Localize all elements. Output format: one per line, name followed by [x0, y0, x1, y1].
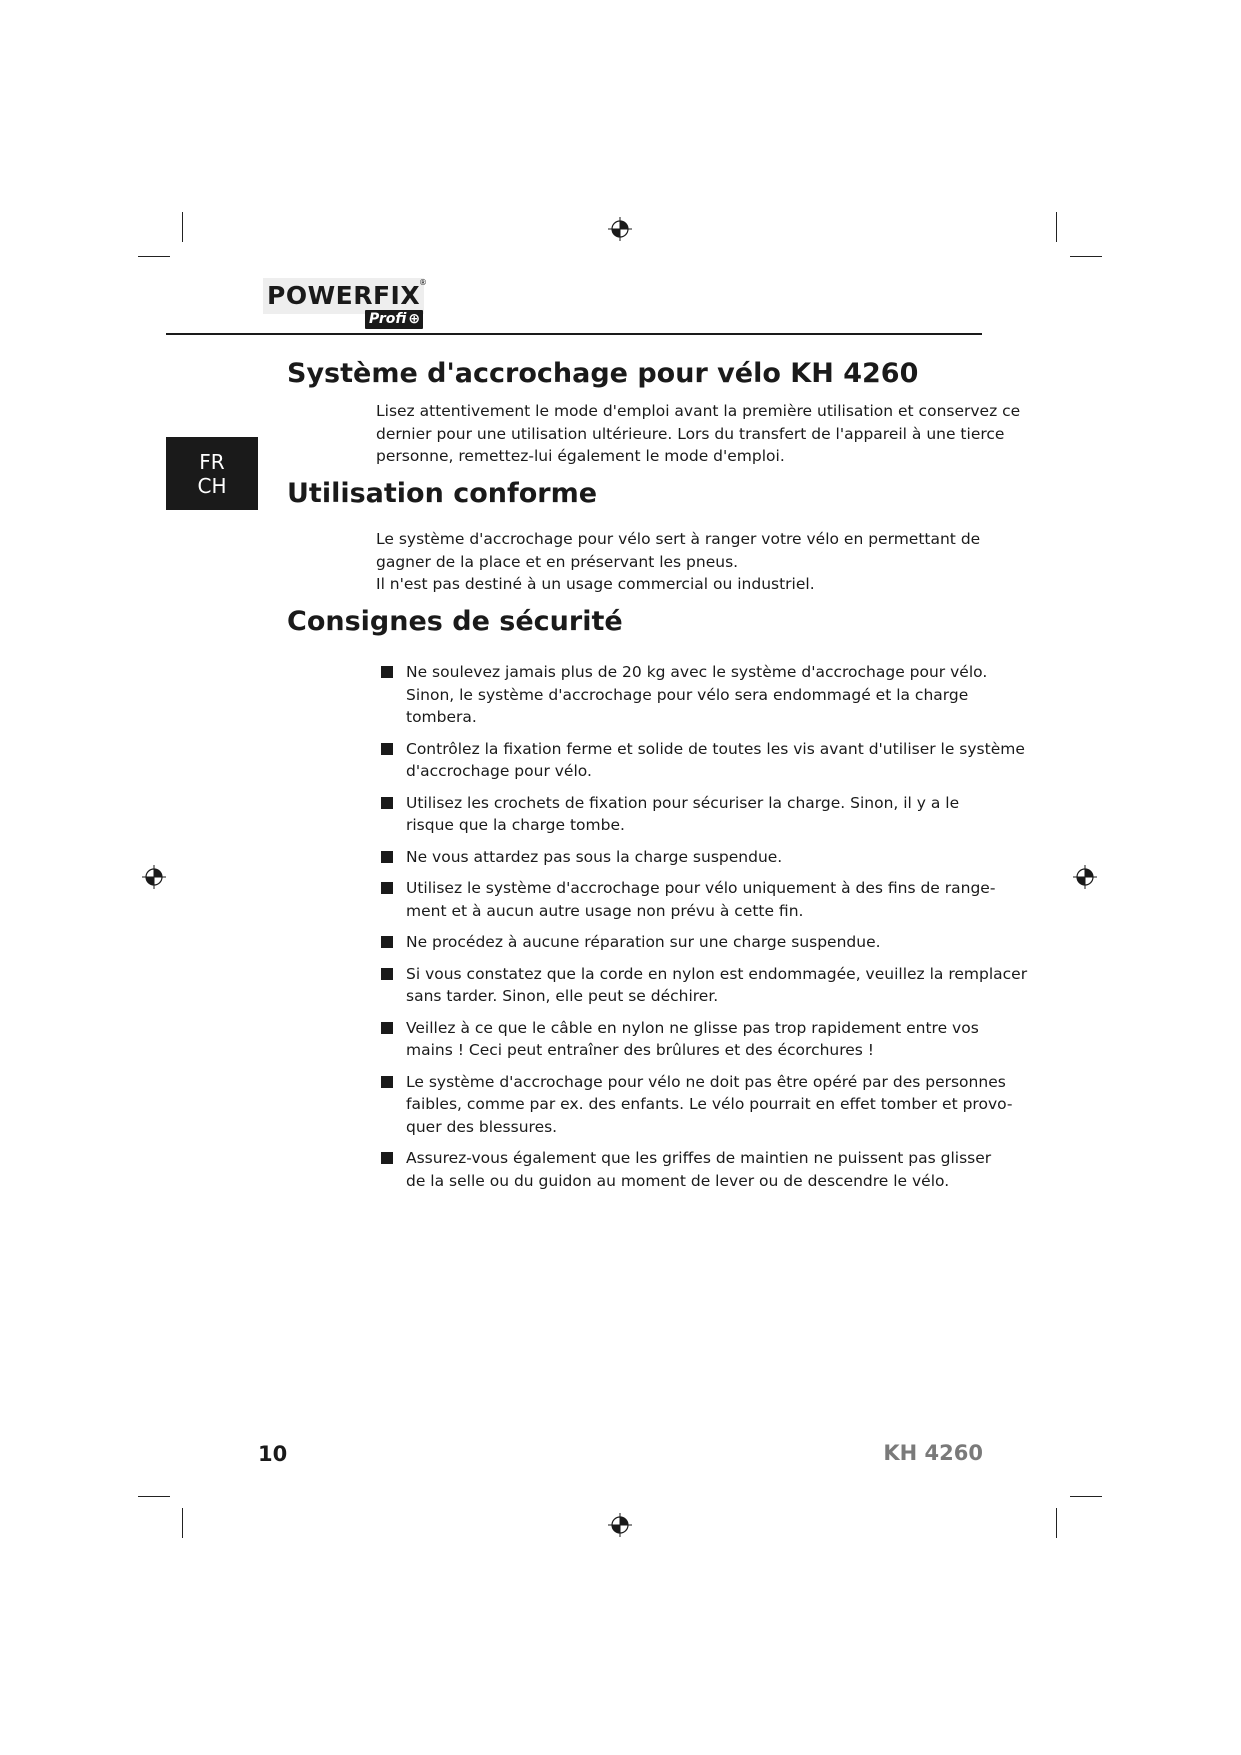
list-item	[380, 1147, 992, 1192]
text-line: Contrôlez la fixation ferme et solide de toutes les vis avant d'utiliser le système	[406, 739, 1025, 758]
registration-mark-icon	[607, 216, 633, 242]
text-line: Veillez à ce que le câble en nylon ne glisse pas trop rapidement entre vos	[406, 1018, 979, 1037]
brand-logo	[263, 278, 433, 330]
text-line: Si vous constatez que la corde en nylon est endommagée, veuillez la remplacer	[406, 964, 1028, 983]
text-line: tombera.	[406, 708, 477, 726]
text-line: faibles, comme par ex. des enfants. Le vélo pourrait en effet tomber et provo-	[406, 1095, 1013, 1113]
registration-mark-icon	[607, 1512, 633, 1538]
text-line: Utilisez le système d'accrochage pour vélo uniquement à des fins de range-	[406, 879, 996, 897]
text-line: Lisez attentivement le mode d'emploi avant la première utilisation et conservez ce	[376, 402, 1021, 420]
section-heading-intended-use: Utilisation conforme	[287, 478, 598, 509]
list-item	[380, 931, 980, 954]
list-item	[380, 1017, 980, 1062]
text-line: dernier pour une utilisation ultérieure. Lors du transfert de l'appareil à une tierce	[376, 424, 1005, 443]
crop-mark	[182, 1508, 183, 1538]
list-item	[380, 877, 996, 922]
text-line: d'accrochage pour vélo.	[406, 762, 592, 780]
bullet-square-icon	[381, 968, 393, 980]
bullet-square-icon	[381, 1022, 393, 1034]
text-line: sans tarder. Sinon, elle peut se déchirer.	[406, 987, 719, 1005]
list-item	[380, 1071, 1013, 1139]
text-line: risque que la charge tombe.	[406, 816, 625, 834]
list-item	[380, 963, 1028, 1008]
crop-mark	[138, 1496, 170, 1497]
bullet-square-icon	[381, 666, 393, 678]
list-item	[380, 738, 1025, 783]
text-line: Ne soulevez jamais plus de 20 kg avec le système d'accrochage pour vélo.	[406, 663, 988, 681]
footer-model: KH 4260	[883, 1441, 983, 1465]
text-line: Ne procédez à aucune réparation sur une charge suspendue.	[406, 933, 881, 951]
crop-mark	[1056, 212, 1057, 242]
text-line: quer des blessures.	[406, 1117, 558, 1136]
logo-brand-text: POWERFIX	[263, 278, 424, 314]
list-item	[380, 792, 980, 837]
text-line: Ne vous attardez pas sous la charge suspendue.	[406, 847, 783, 866]
text-line: Il n'est pas destiné à un usage commercial ou industriel.	[376, 575, 815, 593]
text-line: Utilisez les crochets de fixation pour sécuriser la charge. Sinon, il y a le	[406, 793, 960, 812]
logo-sub-badge	[365, 310, 423, 329]
logo-sub-text: Profi	[369, 311, 407, 327]
safety-list	[380, 661, 1028, 1201]
crop-mark	[1070, 256, 1102, 257]
page-title: Système d'accrochage pour vélo KH 4260	[287, 358, 919, 389]
bullet-square-icon	[381, 1076, 393, 1088]
text-line: Le système d'accrochage pour vélo ne doit pas être opéré par des personnes	[406, 1072, 1006, 1091]
crop-mark	[1056, 1508, 1057, 1538]
intro-paragraph	[376, 400, 1021, 468]
bullet-square-icon	[381, 882, 393, 894]
bullet-square-icon	[381, 743, 393, 755]
text-line: Assurez-vous également que les griffes de maintien ne puissent pas glisser	[406, 1149, 992, 1167]
intended-use-paragraph	[376, 528, 981, 596]
registration-mark-icon	[1072, 864, 1098, 890]
bullet-square-icon	[381, 1152, 393, 1164]
text-line: personne, remettez-lui également le mode d'emploi.	[376, 447, 785, 465]
language-tab	[166, 437, 258, 510]
registration-mark-icon	[141, 864, 167, 890]
text-line: ment et à aucun autre usage non prévu à cette fin.	[406, 901, 804, 920]
text-line: Le système d'accrochage pour vélo sert à ranger votre vélo en permettant de	[376, 530, 981, 548]
language-code-ch: CH	[197, 473, 227, 498]
text-line: gagner de la place et en préservant les pneus.	[376, 552, 739, 571]
list-item	[380, 846, 980, 869]
crop-mark	[138, 256, 170, 257]
page-number: 10	[258, 1442, 288, 1466]
text-line: mains ! Ceci peut entraîner des brûlures et des écorchures !	[406, 1041, 875, 1059]
crop-mark	[182, 212, 183, 242]
bullet-square-icon	[381, 851, 393, 863]
text-line: Sinon, le système d'accrochage pour vélo sera endommagé et la charge	[406, 685, 969, 704]
language-code-fr: FR	[199, 449, 225, 474]
logo-registered-mark: ®	[419, 278, 427, 287]
header-rule	[166, 333, 982, 335]
bullet-square-icon	[381, 936, 393, 948]
text-line: de la selle ou du guidon au moment de lever ou de descendre le vélo.	[406, 1171, 950, 1190]
bullet-square-icon	[381, 797, 393, 809]
list-item	[380, 661, 988, 729]
logo-plus-icon: ⊕	[408, 311, 421, 327]
section-heading-safety: Consignes de sécurité	[287, 606, 623, 637]
crop-mark	[1070, 1496, 1102, 1497]
